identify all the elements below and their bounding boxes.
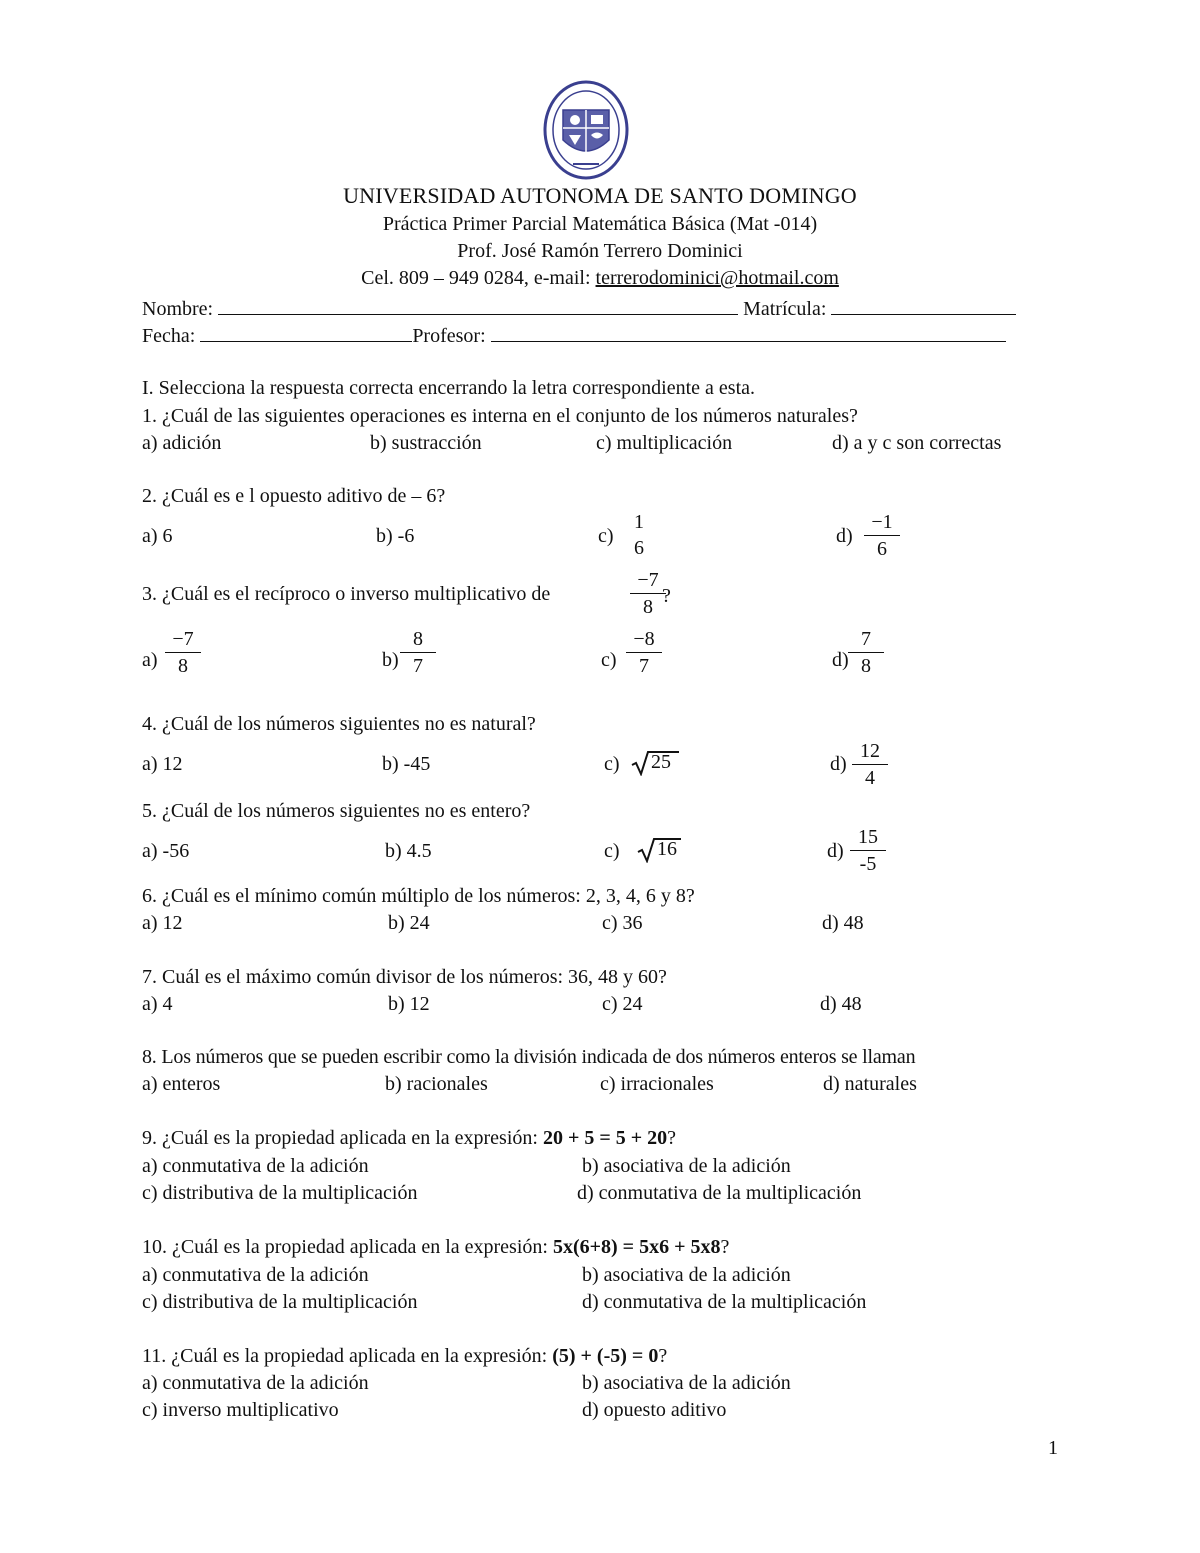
q2-option-b[interactable]: b) -6 — [376, 525, 415, 547]
fraction-denominator: 6 — [634, 537, 644, 559]
question-11-text — [142, 1344, 667, 1368]
q11-option-a[interactable]: a) conmutativa de la adición — [142, 1372, 369, 1394]
q3-option-a-fraction — [163, 628, 203, 677]
q9-option-d[interactable]: d) conmutativa de la multiplicación — [577, 1182, 862, 1204]
question-4-text: 4. ¿Cuál de los números siguientes no es natural? — [142, 713, 536, 735]
fraction-bar — [864, 535, 900, 536]
professor-name: Prof. José Ramón Terrero Dominici — [457, 240, 743, 262]
fraction-bar — [165, 652, 201, 653]
question-10-text — [142, 1235, 729, 1259]
q3-option-d-fraction — [846, 628, 886, 677]
q11-option-b[interactable]: b) asociativa de la adición — [582, 1372, 791, 1394]
q11-option-c[interactable]: c) inverso multiplicativo — [142, 1399, 339, 1421]
question-9-prompt: 9. ¿Cuál es la propiedad aplicada en la expresión: — [142, 1127, 543, 1149]
q8-option-d[interactable]: d) naturales — [823, 1073, 917, 1095]
fraction-denominator: 6 — [877, 538, 887, 560]
fraction-bar — [852, 764, 888, 765]
question-10-prompt: 10. ¿Cuál es la propiedad aplicada en la expresión: — [142, 1236, 553, 1258]
question-5-text: 5. ¿Cuál de los números siguientes no es entero? — [142, 800, 531, 822]
question-11-prompt: 11. ¿Cuál es la propiedad aplicada en la expresión: — [142, 1345, 553, 1367]
q9-option-c[interactable]: c) distributiva de la multiplicación — [142, 1182, 418, 1204]
fraction-numerator: −7 — [637, 569, 659, 591]
fraction-bar — [630, 593, 666, 594]
q1-option-a[interactable]: a) adición — [142, 432, 222, 454]
fraction-denominator: -5 — [859, 853, 877, 875]
q2-option-a[interactable]: a) 6 — [142, 525, 173, 547]
q5-option-d-fraction — [848, 826, 888, 875]
q7-option-a[interactable]: a) 4 — [142, 993, 173, 1015]
q4-option-b[interactable]: b) -45 — [382, 753, 431, 775]
sqrt-radicand: 25 — [651, 751, 671, 773]
profesor-blank[interactable] — [491, 323, 1006, 342]
q3-option-c-label[interactable]: c) — [601, 649, 617, 671]
q1-option-c[interactable]: c) multiplicación — [596, 432, 733, 454]
fraction-denominator: 8 — [178, 655, 188, 677]
sqrt-radicand: 16 — [657, 838, 677, 860]
fraction-numerator: 7 — [861, 628, 871, 650]
q9-option-a[interactable]: a) conmutativa de la adición — [142, 1155, 369, 1177]
q5-option-c-label[interactable]: c) — [604, 840, 620, 862]
q5-option-d-label[interactable]: d) — [827, 840, 844, 862]
contact-phone: Cel. 809 – 949 0284, e-mail: — [361, 267, 596, 289]
fraction-denominator: 7 — [639, 655, 649, 677]
fraction-numerator: −7 — [172, 628, 194, 650]
question-9-text — [142, 1126, 676, 1150]
q5-option-b[interactable]: b) 4.5 — [385, 840, 432, 862]
page-number: 1 — [1048, 1437, 1058, 1459]
date-field-row — [142, 323, 1006, 348]
question-3-text: 3. ¿Cuál es el recíproco o inverso multiplicativo de — [142, 583, 551, 605]
name-label: Nombre: — [142, 298, 214, 320]
q4-option-a[interactable]: a) 12 — [142, 753, 183, 775]
q2-option-c-label[interactable]: c) — [598, 525, 614, 547]
q2-option-d-fraction — [862, 511, 902, 560]
q4-option-c-label[interactable]: c) — [604, 753, 620, 775]
question-11-expression: (5) + (-5) = 0 — [552, 1345, 659, 1367]
q7-option-d[interactable]: d) 48 — [820, 993, 862, 1015]
question-9-end: ? — [667, 1127, 677, 1149]
q3-option-b-label[interactable]: b) — [382, 649, 399, 671]
q3-option-c-fraction — [624, 628, 664, 677]
matricula-blank[interactable] — [831, 296, 1016, 315]
q8-option-a[interactable]: a) enteros — [142, 1073, 221, 1095]
q6-option-c[interactable]: c) 36 — [602, 912, 643, 934]
fraction-denominator: 8 — [643, 596, 653, 618]
course-title: Práctica Primer Parcial Matemática Básica (Mat -014) — [382, 213, 818, 235]
email-link[interactable]: terrerodominici@hotmail.com — [595, 267, 839, 289]
q8-option-c[interactable]: c) irracionales — [600, 1073, 714, 1095]
q3-option-a-label[interactable]: a) — [142, 649, 158, 671]
q10-option-d[interactable]: d) conmutativa de la multiplicación — [582, 1291, 867, 1313]
q3-question-mark: ? — [662, 585, 671, 607]
q2-option-c-fraction — [619, 511, 659, 559]
fraction-numerator: −8 — [633, 628, 655, 650]
q10-option-c[interactable]: c) distributiva de la multiplicación — [142, 1291, 418, 1313]
q9-option-b[interactable]: b) asociativa de la adición — [582, 1155, 791, 1177]
contact-line — [0, 267, 1200, 290]
q6-option-d[interactable]: d) 48 — [822, 912, 864, 934]
fraction-numerator: 12 — [860, 740, 880, 762]
question-7-text: 7. Cuál es el máximo común divisor de los números: 36, 48 y 60? — [142, 966, 667, 988]
q2-option-d-label[interactable]: d) — [836, 525, 853, 547]
profesor-label: Profesor: — [412, 325, 486, 347]
question-6-text: 6. ¿Cuál es el mínimo común múltiplo de los números: 2, 3, 4, 6 y 8? — [142, 885, 695, 907]
question-2-text: 2. ¿Cuál es e l opuesto aditivo de – 6? — [142, 485, 446, 507]
fraction-numerator: 1 — [634, 511, 644, 533]
question-10-expression: 5x(6+8) = 5x6 + 5x8 — [552, 1236, 721, 1258]
question-8-text: 8. Los números que se pueden escribir como la división indicada de dos números enteros se llaman — [142, 1046, 916, 1068]
q11-option-d[interactable]: d) opuesto aditivo — [582, 1399, 727, 1421]
name-field-row — [142, 296, 1016, 321]
q5-option-a[interactable]: a) -56 — [142, 840, 190, 862]
q1-option-d[interactable]: d) a y c son correctas — [832, 432, 1002, 454]
date-blank[interactable] — [200, 323, 412, 342]
q6-option-a[interactable]: a) 12 — [142, 912, 183, 934]
q4-option-c-sqrt — [631, 750, 681, 776]
question-10-end: ? — [720, 1236, 730, 1258]
fraction-numerator: −1 — [871, 511, 893, 533]
q3-option-d-label[interactable]: d) — [832, 649, 849, 671]
fraction-numerator: 8 — [413, 628, 423, 650]
q5-option-c-sqrt — [637, 837, 683, 863]
section-instruction: I. Selecciona la respuesta correcta encerrando la letra correspondiente a esta. — [142, 377, 755, 399]
q4-option-d-fraction — [850, 740, 890, 789]
q7-option-b[interactable]: b) 12 — [388, 993, 430, 1015]
name-blank[interactable] — [218, 296, 738, 315]
university-title: UNIVERSIDAD AUTONOMA DE SANTO DOMINGO — [343, 183, 857, 208]
fraction-bar — [850, 850, 886, 851]
fraction-bar — [626, 652, 662, 653]
q10-option-b[interactable]: b) asociativa de la adición — [582, 1264, 791, 1286]
fraction-denominator: 8 — [861, 655, 871, 677]
q7-option-c[interactable]: c) 24 — [602, 993, 643, 1015]
fraction-bar — [848, 652, 884, 653]
fraction-denominator: 4 — [865, 767, 875, 789]
university-seal-logo — [543, 80, 629, 180]
date-label: Fecha: — [142, 325, 196, 347]
fraction-denominator: 7 — [413, 655, 423, 677]
matricula-label: Matrícula: — [743, 298, 827, 320]
fraction-bar — [400, 652, 436, 653]
question-9-expression: 20 + 5 = 5 + 20 — [542, 1127, 668, 1149]
fraction-numerator: 15 — [858, 826, 878, 848]
question-11-end: ? — [658, 1345, 668, 1367]
question-1-text: 1. ¿Cuál de las siguientes operaciones es interna en el conjunto de los números naturales? — [142, 405, 858, 427]
q8-option-b[interactable]: b) racionales — [385, 1073, 488, 1095]
q3-option-b-fraction — [398, 628, 438, 677]
q4-option-d-label[interactable]: d) — [830, 753, 847, 775]
q10-option-a[interactable]: a) conmutativa de la adición — [142, 1264, 369, 1286]
q1-option-b[interactable]: b) sustracción — [370, 432, 482, 454]
q6-option-b[interactable]: b) 24 — [388, 912, 430, 934]
